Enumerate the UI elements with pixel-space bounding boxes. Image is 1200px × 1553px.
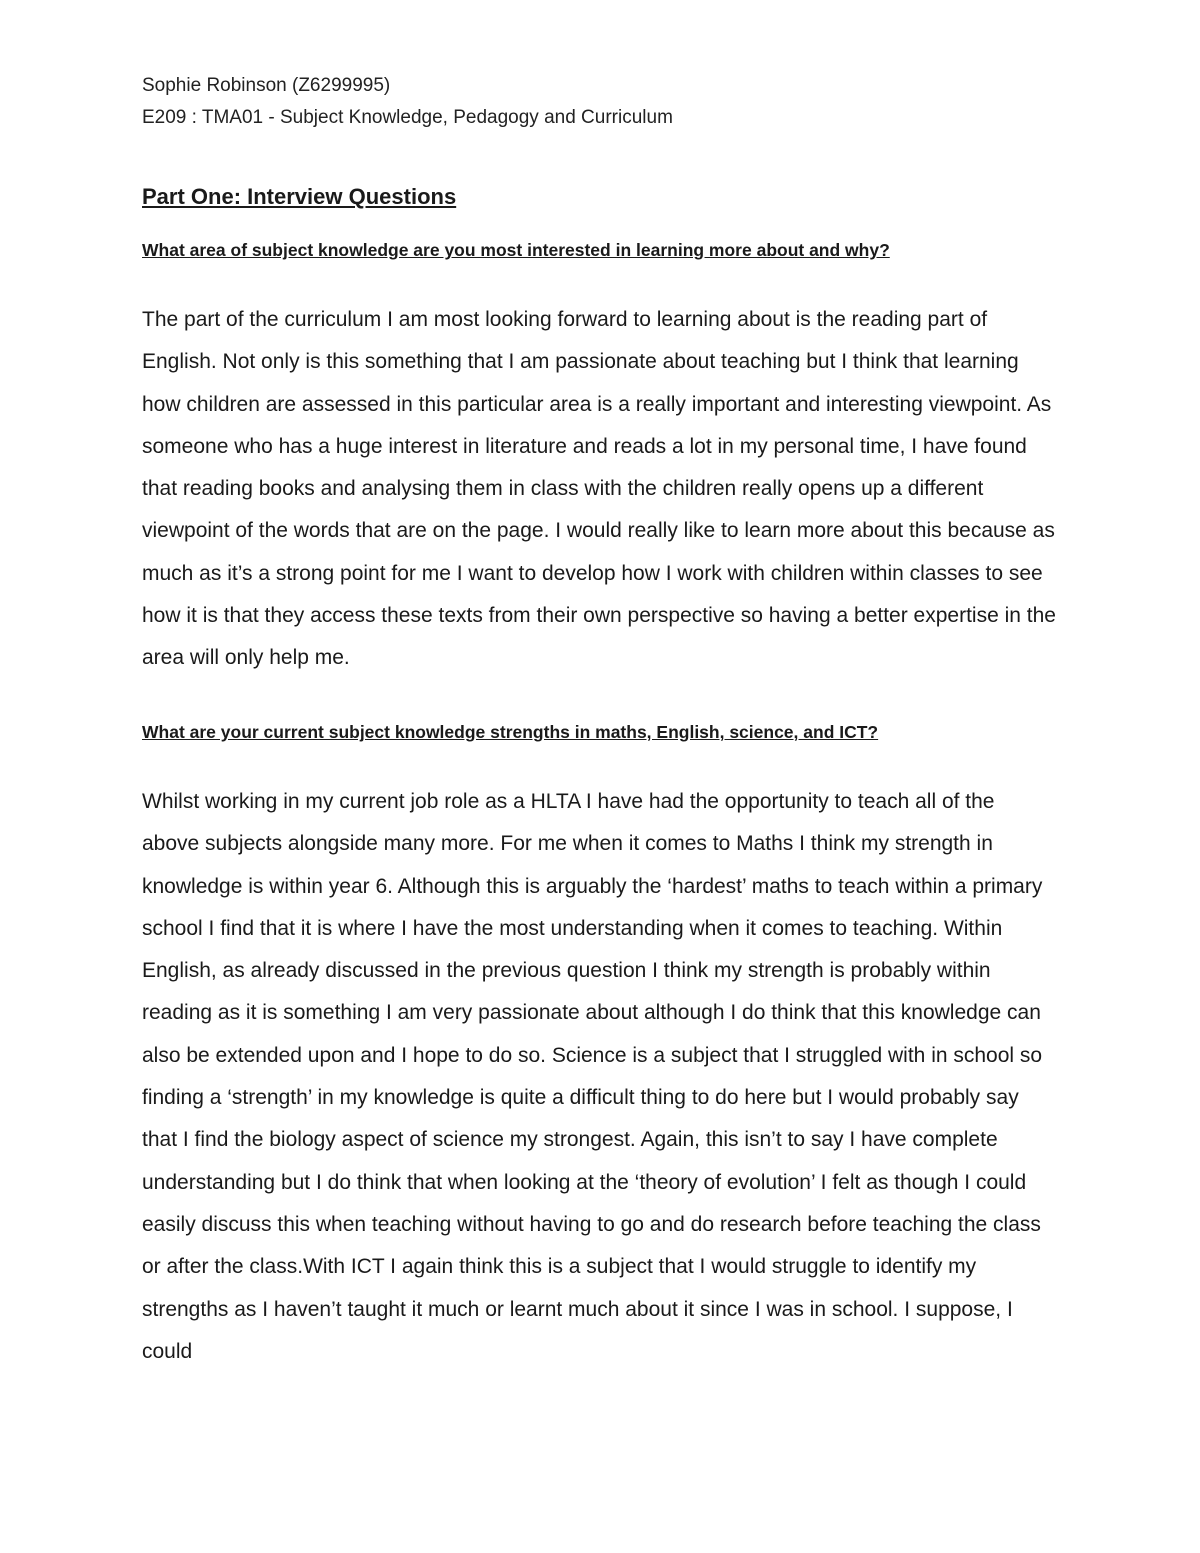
part-title: Part One: Interview Questions xyxy=(142,184,457,209)
author-line: Sophie Robinson (Z6299995) xyxy=(142,75,391,96)
document-content xyxy=(142,70,1062,1363)
question-heading: What are your current subject knowledge strengths in maths, English, science, and ICT? xyxy=(142,722,879,742)
question-heading: What area of subject knowledge are you most interested in learning more about and why? xyxy=(142,240,890,260)
course-line: E209 : TMA01 - Subject Knowledge, Pedagogy and Curriculum xyxy=(142,107,673,128)
answer-paragraph: Whilst working in my current job role as a HLTA I have had the opportunity to teach all of the above subjects alongside many more. For me when it comes to Maths I think my strength in knowledge is within year 6. Although this is arguably the ‘hardest’ maths to teach within a primary school I find that it is where I have the most understanding when it comes to teaching. Within English, as already discussed in the previous question I think my strength is probably within reading as it is something I am very passionate about although I do think that this knowledge can also be extended upon and I hope to do so. Science is a subject that I struggled with in school so finding a ‘strength’ in my knowledge is quite a difficult thing to do here but I would probably say that I find the biology aspect of science my strongest. Again, this isn’t to say I have complete understanding but I do think that when looking at the ‘theory of evolution’ I felt as though I could easily discuss this when teaching without having to go and do research before teaching the class or after the class.With ICT I again think this is a subject that I would struggle to identify my strengths as I haven’t taught it much or learnt much about it since I was in school. I suppose, I could xyxy=(142,790,1043,1363)
answer-paragraph: The part of the curriculum I am most looking forward to learning about is the reading part of English. Not only is this something that I am passionate about teaching but I think that learning how children are assessed in this particular area is a really important and interesting viewpoint. As someone who has a huge interest in literature and reads a lot in my personal time, I have found that reading books and analysing them in class with the children really opens up a different viewpoint of the words that are on the page. I would really like to learn more about this because as much as it’s a strong point for me I want to develop how I work with children within classes to see how it is that they access these texts from their own perspective so having a better expertise in the area will only help me. xyxy=(142,308,1056,670)
